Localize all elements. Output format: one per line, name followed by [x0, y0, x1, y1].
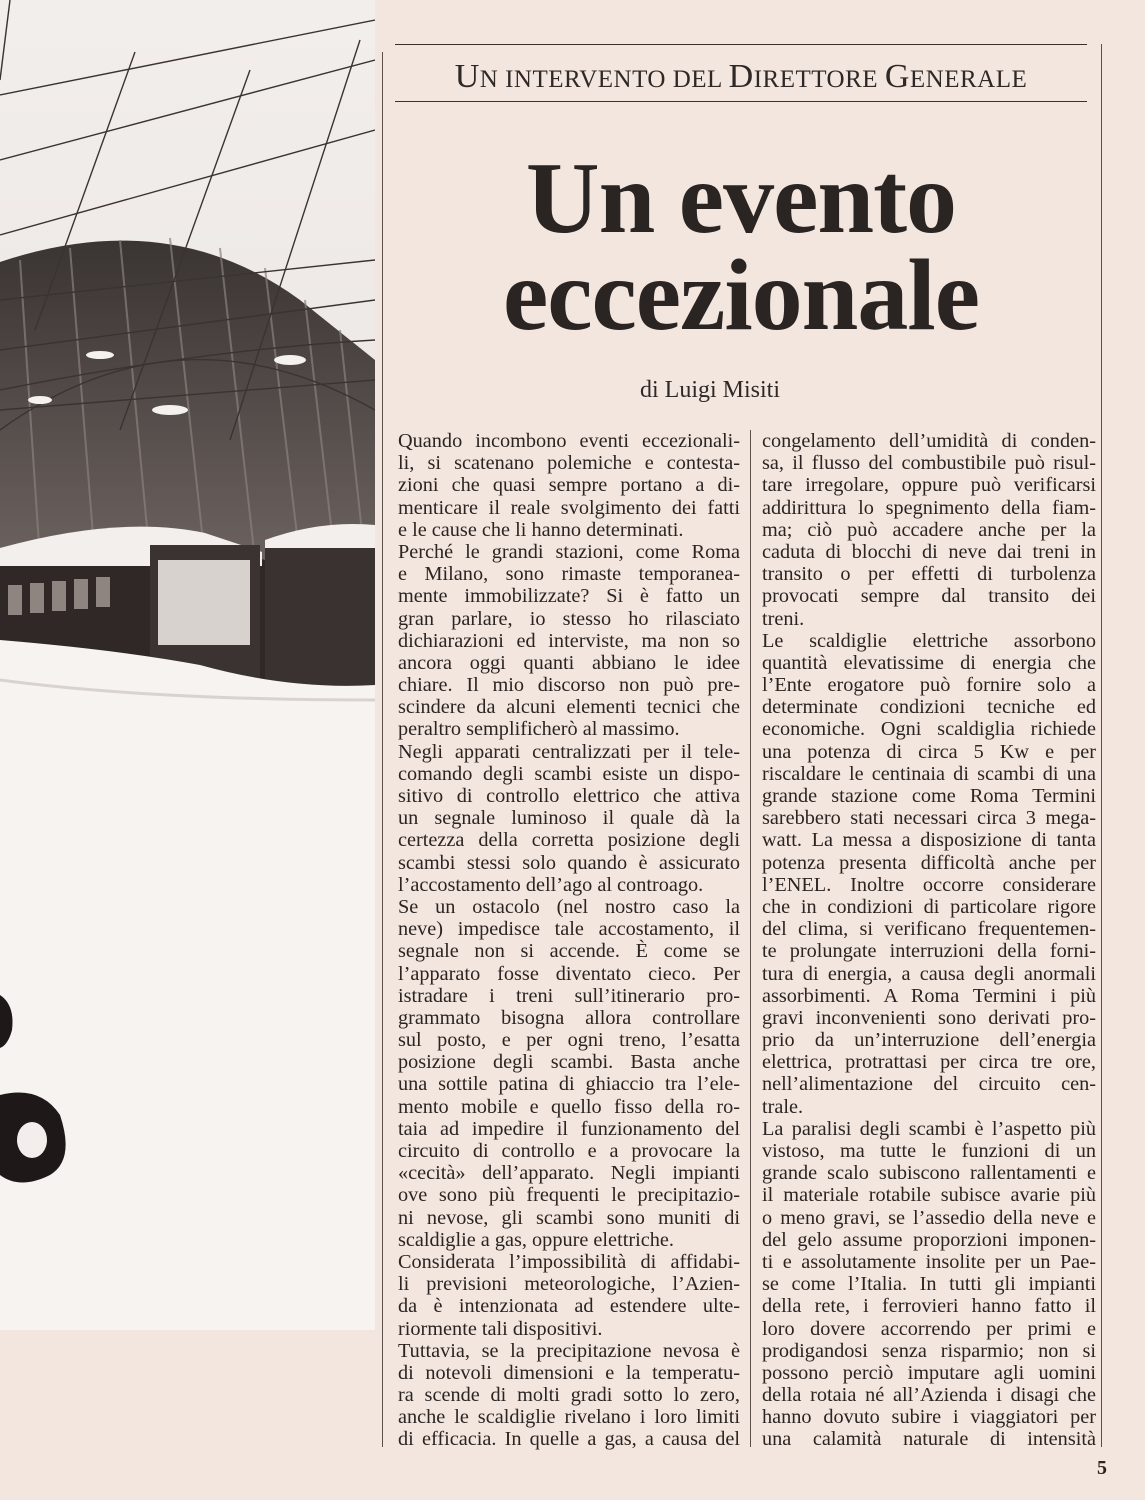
text-line: l’accostamento dell’ago al controago. — [398, 873, 704, 896]
text-line: zioni che quasi sempre portano a di- — [398, 474, 740, 497]
text-line: una potenza di circa 5 Kw e per — [762, 740, 1096, 763]
text-line: istradare i treni sull’itinerario pro- — [398, 984, 740, 1007]
text-line: posizione degli scambi. Basta anche — [398, 1051, 740, 1074]
text-line: gravi inconvenienti sono derivati pro- — [762, 1006, 1096, 1029]
text-line: ancora oggi quanti abbiano le idee — [398, 651, 740, 674]
section-kicker: UN INTERVENTO DEL DIRETTORE GENERALE — [454, 58, 1028, 95]
text-line: trale. — [762, 1095, 804, 1118]
text-line: di notevoli dimensioni e la temperatu- — [398, 1361, 740, 1384]
text-line: neve) impedisce tale accostamento, il — [398, 918, 740, 941]
text-line: prodigandosi senza risparmio; non si — [762, 1339, 1096, 1362]
text-line: li previsioni meteorologiche, l’Azien- — [398, 1273, 740, 1296]
text-line: che in condizioni di particolare rigore — [762, 895, 1096, 918]
text-line: quantità elevatissime di energia che — [762, 651, 1096, 674]
text-line: economiche. Ogni scaldiglia richiede — [762, 718, 1096, 741]
text-line: l’ENEL. Inoltre occorre considerare — [762, 873, 1096, 896]
text-line: un segnale luminoso il quale dà la — [398, 807, 740, 830]
text-line: La paralisi degli scambi è l’aspetto più — [762, 1117, 1096, 1140]
text-line: nell’alimentazione del circuito cen- — [762, 1073, 1096, 1096]
text-line: una calamità naturale di intensità — [762, 1428, 1096, 1451]
text-line: riormente tali dispositivi. — [398, 1317, 603, 1340]
text-line: Negli apparati centralizzati per il tele- — [398, 740, 740, 763]
headline — [385, 142, 1097, 352]
text-line: se come l’Italia. In tutti gli impianti — [762, 1273, 1096, 1296]
text-line: ti e assolutamente insolite per un Pae- — [762, 1250, 1096, 1273]
text-line: mente immobilizzate? Si è fatto un — [398, 585, 740, 608]
text-line: Perché le grandi stazioni, come Roma — [398, 540, 740, 563]
text-line: peraltro semplificherò al massimo. — [398, 718, 680, 741]
text-line: tura di energia, a causa degli anormali — [762, 962, 1096, 985]
byline: di Luigi Misiti — [640, 377, 781, 403]
text-line: comando degli scambi esiste un dispo- — [398, 762, 740, 785]
text-line: Le scaldiglie elettriche assorbono — [762, 629, 1096, 652]
text-line: addirittura lo spegnimento della fiam- — [762, 496, 1096, 519]
text-line: determinate condizioni tecniche ed — [762, 696, 1096, 719]
text-line: li, si scatenano polemiche e contesta- — [398, 452, 740, 475]
text-line: circuito di controllo e a provocare la — [398, 1140, 740, 1162]
text-line: hanno dovuto subire i viaggiatori per — [762, 1406, 1096, 1429]
text-line: e le cause che li hanno determinati. — [398, 518, 684, 541]
text-line: il materiale rotabile subisce avarie più — [762, 1184, 1096, 1207]
text-line: «cecità» dell’apparato. Negli impianti — [398, 1162, 740, 1185]
text-line: potenza presenta difficoltà anche per — [762, 851, 1096, 874]
text-line: taia ad impedire il funzionamento del — [398, 1117, 740, 1140]
text-line: certezza della corretta posizione degli — [398, 829, 740, 852]
text-line: ni nevose, gli scambi sono muniti di — [398, 1206, 740, 1229]
text-line: assorbimenti. A Roma Termini i più — [762, 984, 1096, 1007]
text-line: transito o per effetti di turbolenza — [762, 563, 1096, 586]
text-line: grande stazione come Roma Termini — [762, 785, 1096, 807]
text-line: chiare. Il mio discorso non può pre- — [398, 674, 740, 697]
text-line: riscaldare le centinaia di scambi di una — [762, 762, 1096, 785]
text-line: caduta di blocchi di neve dai treni in — [762, 540, 1096, 563]
text-line: prio da un’interruzione dell’energia — [762, 1029, 1096, 1052]
text-line: provocati sempre dal transito dei — [762, 585, 1096, 608]
article-column-1 — [398, 430, 740, 1451]
text-line: da è intenzionata ad estendere ulte- — [398, 1295, 740, 1318]
text-line: Quando incombono eventi eccezionali- — [398, 430, 740, 452]
text-line: l’Ente erogatore può fornire solo a — [762, 674, 1096, 697]
column-rule-right — [1101, 44, 1102, 1447]
text-line: scambi stessi solo quando è assicurato — [398, 851, 740, 874]
station-photo — [0, 0, 375, 1330]
text-line: ove sono più frequenti le precipitazio- — [398, 1184, 740, 1207]
text-line: menticare il reale svolgimento dei fatti — [398, 496, 740, 519]
text-line: scaldiglie a gas, oppure elettriche. — [398, 1228, 674, 1251]
text-line: della rotaia né all’Azienda i disagi che — [762, 1384, 1096, 1407]
headline-line-1: Un evento — [525, 142, 957, 255]
headline-line-2: eccezionale — [502, 239, 980, 352]
text-line: watt. La messa a disposizione di tanta — [762, 829, 1096, 852]
text-line: possono perciò imputare agli uomini — [762, 1361, 1096, 1384]
text-line: sarebbero stati necessari circa 3 mega- — [762, 807, 1096, 830]
text-line: Tuttavia, se la precipitazione nevosa è — [398, 1339, 740, 1362]
text-line: grande scalo subiscono rallentamenti e — [762, 1162, 1096, 1185]
text-line: di efficacia. In quelle a gas, a causa del — [398, 1428, 740, 1451]
text-line: vistoso, ma tutte le funzioni di un — [762, 1140, 1096, 1162]
text-line: sul posto, e per ogni treno, l’esatta — [398, 1029, 740, 1052]
kicker-underline — [395, 101, 1087, 102]
column-rule-middle — [750, 430, 751, 1447]
text-line: te prolungate interruzioni della forni- — [762, 940, 1096, 963]
text-line: l’apparato fosse diventato cieco. Per — [398, 962, 740, 985]
text-line: dichiarazioni ed interviste, ma non so — [398, 629, 740, 652]
text-line: Considerata l’impossibilità di affidabi- — [398, 1250, 740, 1273]
text-line: gran parlare, io stesso ho rilasciato — [398, 607, 740, 630]
text-line: congelamento dell’umidità di conden- — [762, 430, 1096, 452]
text-line: Se un ostacolo (nel nostro caso la — [398, 895, 740, 918]
text-line: del gelo assume proporzioni imponen- — [762, 1228, 1096, 1251]
text-line: ra scende di molti gradi sotto lo zero, — [398, 1384, 740, 1407]
text-line: mento mobile e quello fisso della ro- — [398, 1095, 740, 1118]
article-column-2 — [762, 430, 1096, 1451]
text-line: segnale non si accende. È come se — [398, 940, 740, 963]
column-rule-left — [382, 52, 383, 1447]
text-line: loro dovere accorrendo per primi e — [762, 1317, 1096, 1340]
top-rule — [395, 44, 1087, 45]
text-line: grammato bisogna allora controllare — [398, 1006, 740, 1029]
text-line: tare irregolare, oppure può verificarsi — [762, 474, 1096, 497]
text-line: o meno gravi, se l’assedio della neve e — [762, 1206, 1096, 1229]
text-line: una sottile patina di ghiaccio tra l’ele- — [398, 1073, 740, 1096]
text-line: scindere da alcuni elementi tecnici che — [398, 696, 740, 719]
text-line: del clima, si verificano frequentemen- — [762, 918, 1096, 941]
text-line: sa, il flusso del combustibile può risul- — [762, 452, 1096, 475]
text-line: treni. — [762, 607, 805, 630]
text-line: ma; ciò può accadere anche per la — [762, 518, 1096, 541]
page-number: 5 — [1097, 1457, 1107, 1479]
text-line: elettrica, protrattasi per circa tre ore, — [762, 1051, 1096, 1074]
text-line: anche le scaldiglie rivelano i loro limiti — [398, 1406, 740, 1429]
text-line: e Milano, sono rimaste temporanea- — [398, 563, 740, 586]
text-line: della rete, i ferrovieri hanno fatto il — [762, 1295, 1096, 1318]
text-line: sitivo di controllo elettrico che attiva — [398, 785, 740, 807]
